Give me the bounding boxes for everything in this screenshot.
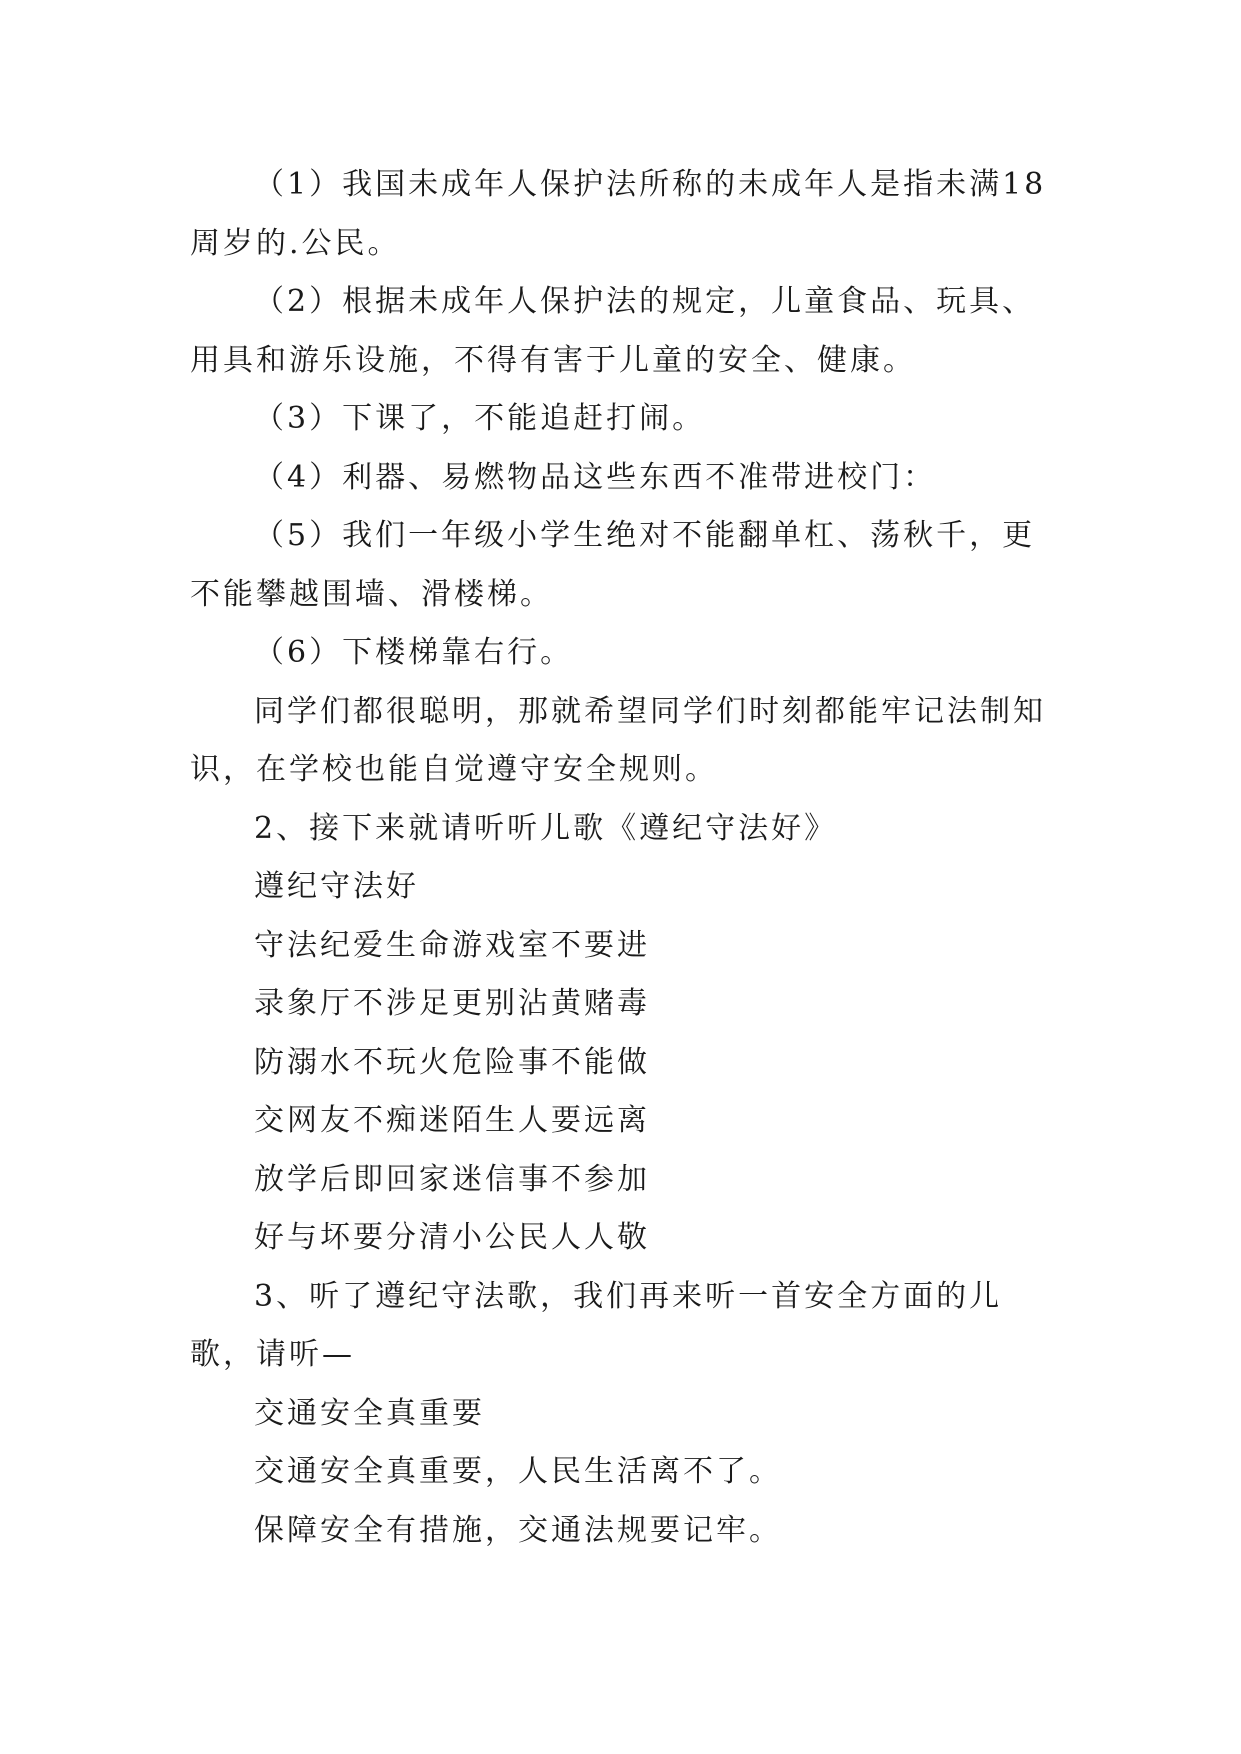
song-1-title: 遵纪守法好 [254,869,419,904]
paragraph-2: （2）根据未成年人保护法的规定，儿童食品、玩具、用具和游乐设施，不得有害于儿童的安全、健康。 [190,284,1036,378]
song-1-line-2: 录象厅不涉足更别沾黄赌毒 [254,986,650,1021]
song-1-line-6: 好与坏要分清小公民人人敬 [254,1220,650,1255]
paragraph-6: （6）下楼梯靠右行。 [254,635,574,670]
document-body [190,156,1060,1560]
paragraph-3: （3）下课了，不能追赶打闹。 [254,401,706,436]
song-2-line-1: 交通安全真重要，人民生活离不了。 [254,1454,782,1489]
song-1-line-3: 防溺水不玩火危险事不能做 [254,1044,650,1080]
song-1-line-5: 放学后即回家迷信事不参加 [254,1161,650,1197]
section-3-heading: 3、听了遵纪守法歌，我们再来听一首安全方面的儿歌，请听— [190,1278,1003,1372]
paragraph-4: （4）利器、易燃物品这些东西不准带进校门： [254,459,937,495]
paragraph-7: 同学们都很聪明，那就希望同学们时刻都能牢记法制知识，在学校也能自觉遵守安全规则。 [190,693,1046,787]
song-1-line-4: 交网友不痴迷陌生人要远离 [254,1103,650,1138]
song-2-title: 交通安全真重要 [254,1395,485,1431]
song-2-line-2: 保障安全有措施，交通法规要记牢。 [254,1512,782,1548]
section-2-heading: 2、接下来就请听听儿歌《遵纪守法好》 [254,810,838,846]
paragraph-5: （5）我们一年级小学生绝对不能翻单杠、荡秋千，更不能攀越围墙、滑楼梯。 [190,518,1036,612]
song-1-line-1: 守法纪爱生命游戏室不要进 [254,927,650,963]
paragraph-1: （1）我国未成年人保护法所称的未成年人是指未满18周岁的.公民。 [190,167,1047,261]
